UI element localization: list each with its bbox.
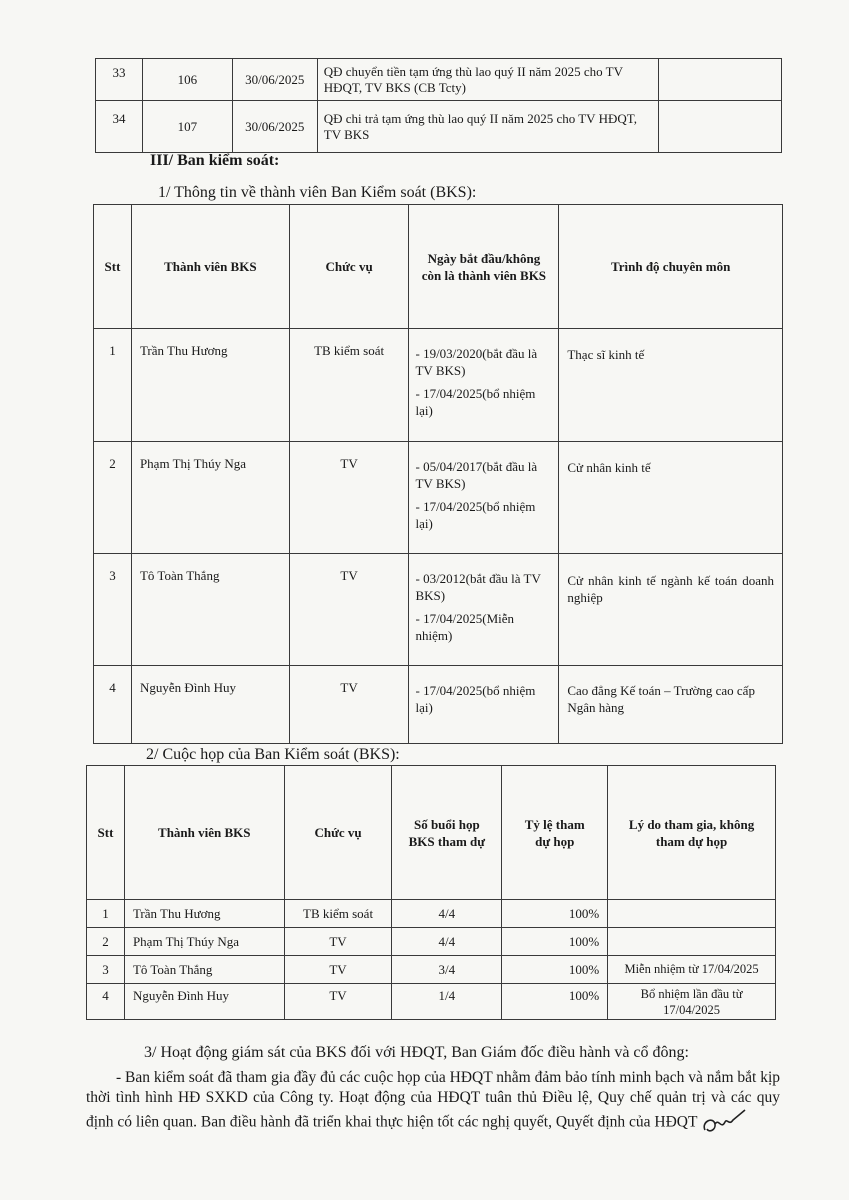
subsection-3-title: 3/ Hoạt động giám sát của BKS đối với HĐQT, Ban Giám đốc điều hành và cổ đông: <box>144 1044 689 1061</box>
meetings-cell: 1/4 <box>392 984 502 1020</box>
start-date-text: - 03/2012(bắt đầu là TV BKS) <box>415 571 541 603</box>
stt-cell: 33 <box>96 59 143 101</box>
member-name-cell: Tô Toàn Thắng <box>131 554 289 666</box>
col-header-member: Thành viên BKS <box>131 205 289 329</box>
meetings-cell: 4/4 <box>392 900 502 928</box>
table-row <box>96 59 782 101</box>
bks-meetings-table <box>86 765 776 1020</box>
col-header-role: Chức vụ <box>289 205 409 329</box>
table-row <box>87 928 776 956</box>
table-row <box>94 329 783 442</box>
table-row <box>94 442 783 554</box>
continuation-table <box>95 58 782 153</box>
role-cell: TV <box>284 956 392 984</box>
table-row <box>87 900 776 928</box>
col-header-meetings: Số buổi họp BKS tham dự <box>392 766 502 900</box>
change-date-text: - 17/04/2025(bổ nhiệm lại) <box>415 386 536 418</box>
dates-cell <box>409 666 559 744</box>
rate-cell: 100% <box>502 900 608 928</box>
stt-cell: 4 <box>87 984 125 1020</box>
table-row <box>87 956 776 984</box>
change-date-text: - 17/04/2025(bổ nhiệm lại) <box>415 499 536 531</box>
stt-cell: 1 <box>94 329 132 442</box>
role-cell: TB kiểm soát <box>284 900 392 928</box>
member-name-cell: Tô Toàn Thắng <box>124 956 284 984</box>
start-date-text: - 19/03/2020(bắt đầu là TV BKS) <box>415 346 538 378</box>
date-cell: 30/06/2025 <box>232 59 317 101</box>
stt-cell: 34 <box>96 101 143 153</box>
dates-cell <box>409 554 559 666</box>
meetings-cell: 4/4 <box>392 928 502 956</box>
date-cell: 30/06/2025 <box>232 101 317 153</box>
rate-cell: 100% <box>502 928 608 956</box>
stt-cell: 3 <box>94 554 132 666</box>
supervision-paragraph <box>86 1068 780 1138</box>
col-header-stt: Stt <box>87 766 125 900</box>
content-cell: QĐ chi trả tạm ứng thù lao quý II năm 2025 cho TV HĐQT, TV BKS <box>317 101 658 153</box>
qualification-cell: Cử nhân kinh tế ngành kế toán doanh nghiệp <box>559 554 783 666</box>
member-name-cell: Trần Thu Hương <box>124 900 284 928</box>
reason-cell <box>608 928 776 956</box>
table-row <box>96 101 782 153</box>
table-header-row <box>94 205 783 329</box>
member-name-cell: Trần Thu Hương <box>131 329 289 442</box>
table-header-row <box>87 766 776 900</box>
role-cell: TV <box>289 554 409 666</box>
col-header-attendance-rate: Tỷ lệ tham dự họp <box>502 766 608 900</box>
signature-initials <box>699 1108 749 1138</box>
col-header-stt: Stt <box>94 205 132 329</box>
change-date-text: - 17/04/2025(Miễn nhiệm) <box>415 611 515 643</box>
section-title: III/ Ban kiểm soát: <box>150 152 280 169</box>
qualification-cell: Thạc sĩ kinh tế <box>559 329 783 442</box>
member-name-cell: Phạm Thị Thúy Nga <box>131 442 289 554</box>
note-cell <box>659 59 782 101</box>
col-header-reason: Lý do tham gia, không tham dự họp <box>608 766 776 900</box>
stt-cell: 2 <box>87 928 125 956</box>
stt-cell: 2 <box>94 442 132 554</box>
paragraph-text: - Ban kiểm soát đã tham gia đầy đủ các cuộc họp của HĐQT nhằm đảm bảo tính minh bạch và nắm bắt kịp thời tình hình HĐ SXKD của Công ty. Hoạt động của HĐQT tuân thủ Điều lệ, Quy chế quản trị và các quy định có liên quan. Ban điều hành đã triển khai thực hiện tốt các nghị quyết, Quyết định của HĐQT <box>86 1069 780 1131</box>
role-cell: TV <box>289 666 409 744</box>
role-cell: TB kiểm soát <box>289 329 409 442</box>
table-row <box>94 554 783 666</box>
bks-members-table <box>93 204 783 744</box>
doc-number-cell: 106 <box>142 59 232 101</box>
qualification-cell: Cao đẳng Kế toán – Trường cao cấp Ngân hàng <box>559 666 783 744</box>
qualification-cell: Cử nhân kinh tế <box>559 442 783 554</box>
rate-cell: 100% <box>502 984 608 1020</box>
doc-number-cell: 107 <box>142 101 232 153</box>
meetings-cell: 3/4 <box>392 956 502 984</box>
reason-cell <box>608 900 776 928</box>
role-cell: TV <box>284 984 392 1020</box>
reason-cell: Bổ nhiệm lần đầu từ 17/04/2025 <box>608 984 776 1020</box>
role-cell: TV <box>289 442 409 554</box>
member-name-cell: Phạm Thị Thúy Nga <box>124 928 284 956</box>
role-cell: TV <box>284 928 392 956</box>
col-header-dates: Ngày bắt đầu/không còn là thành viên BKS <box>409 205 559 329</box>
stt-cell: 1 <box>87 900 125 928</box>
member-name-cell: Nguyễn Đình Huy <box>131 666 289 744</box>
col-header-role: Chức vụ <box>284 766 392 900</box>
content-cell: QĐ chuyển tiền tạm ứng thù lao quý II năm 2025 cho TV HĐQT, TV BKS (CB Tcty) <box>317 59 658 101</box>
stt-cell: 4 <box>94 666 132 744</box>
reason-cell: Miễn nhiệm từ 17/04/2025 <box>608 956 776 984</box>
subsection-1-title: 1/ Thông tin về thành viên Ban Kiểm soát (BKS): <box>158 184 477 201</box>
table-row <box>94 666 783 744</box>
subsection-2-title: 2/ Cuộc họp của Ban Kiểm soát (BKS): <box>146 746 400 763</box>
start-date-text: - 05/04/2017(bắt đầu là TV BKS) <box>415 459 538 491</box>
dates-cell <box>409 329 559 442</box>
col-header-qualification: Trình độ chuyên môn <box>559 205 783 329</box>
start-date-text: - 17/04/2025(bổ nhiệm lại) <box>415 683 536 715</box>
table-row <box>87 984 776 1020</box>
col-header-member: Thành viên BKS <box>124 766 284 900</box>
note-cell <box>659 101 782 153</box>
dates-cell <box>409 442 559 554</box>
stt-cell: 3 <box>87 956 125 984</box>
rate-cell: 100% <box>502 956 608 984</box>
member-name-cell: Nguyễn Đình Huy <box>124 984 284 1020</box>
